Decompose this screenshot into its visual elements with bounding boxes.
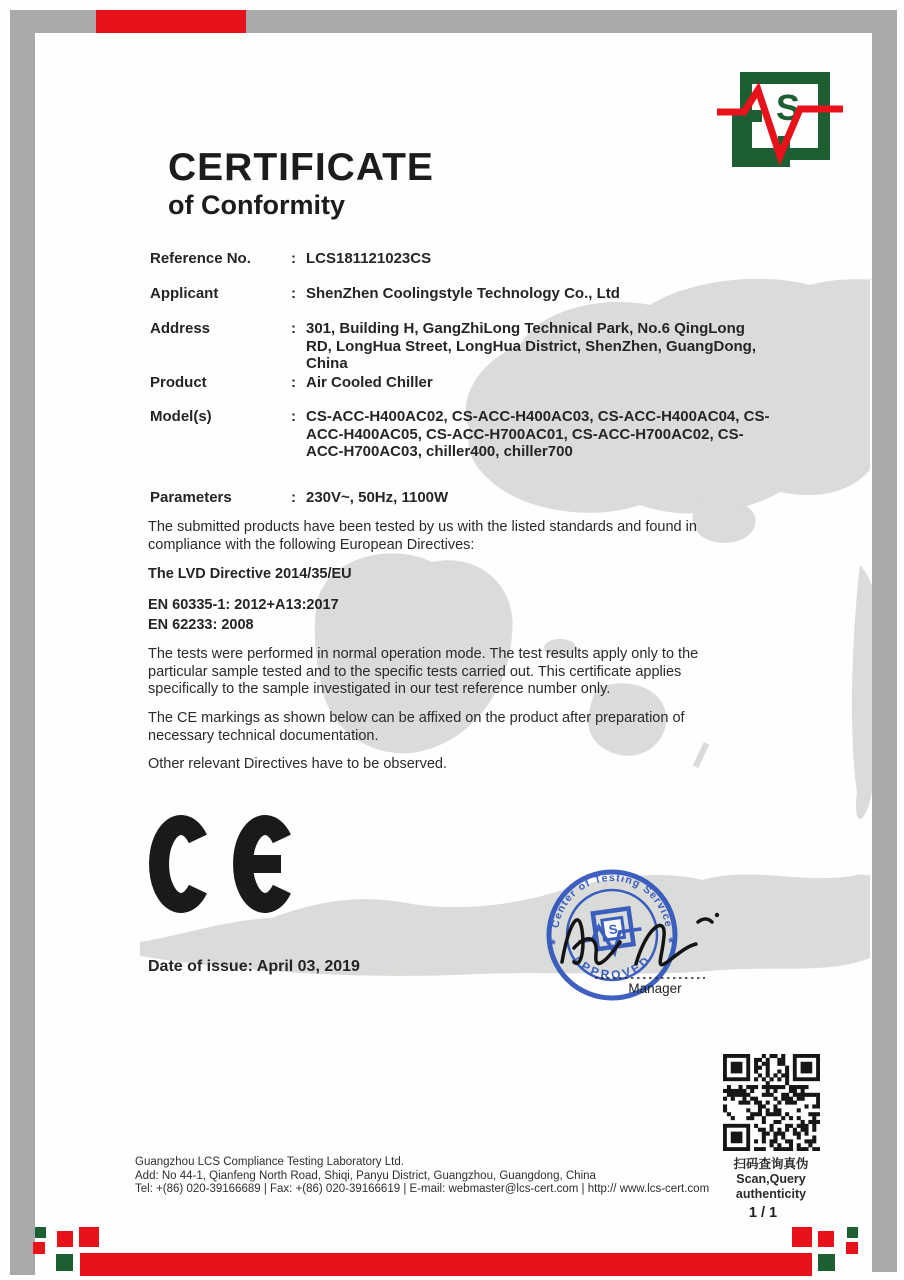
field-colon: : xyxy=(291,489,296,506)
certificate-subtitle: of Conformity xyxy=(168,190,345,220)
corner-square xyxy=(818,1254,835,1271)
stamp-center-letter: S xyxy=(607,921,619,938)
manager-signature xyxy=(540,880,740,1005)
field-label: Address xyxy=(150,320,211,337)
corner-square xyxy=(33,1242,45,1254)
page-indicator: 1 / 1 xyxy=(748,1205,778,1221)
lvd-directive-line: The LVD Directive 2014/35/EU xyxy=(148,566,352,582)
tests-note-paragraph: The tests were performed in normal operation mode. The test results apply only to the particular sample tested and to the specific tests carried out. This certificate applies specifically to the sample investigated in our test reference number only. xyxy=(148,646,699,697)
frame-right xyxy=(872,10,897,1272)
field-value: 301, Building H, GangZhiLong Technical Park, No.6 QingLong RD, LongHua Street, LongHua District, ShenZhen, GuangDong, China xyxy=(306,320,756,372)
frame-top-red-segment xyxy=(96,10,246,33)
field-colon: : xyxy=(291,374,296,391)
standard-line: EN 60335-1: 2012+A13:2017 xyxy=(148,597,339,613)
issuer-footer xyxy=(135,1156,715,1197)
date-of-issue: Date of issue: April 03, 2019 xyxy=(148,958,360,975)
field-colon: : xyxy=(291,408,296,425)
field-colon: : xyxy=(291,320,296,337)
ce-mark xyxy=(146,813,298,915)
field-label: Parameters xyxy=(150,489,232,506)
standard-line: EN 62233: 2008 xyxy=(148,616,254,633)
field-label: Reference No. xyxy=(150,250,251,267)
standards-list xyxy=(148,596,740,635)
corner-square xyxy=(792,1227,812,1247)
intro-paragraph: The submitted products have been tested by us with the listed standards and found in compliance with the following European Directives: xyxy=(148,519,697,553)
frame-left xyxy=(10,10,35,1275)
field-colon: : xyxy=(291,285,296,302)
ce-note-paragraph: The CE markings as shown below can be affixed on the product after preparation of necessary technical documentation. xyxy=(148,710,685,744)
stamp-star-left: * xyxy=(550,936,556,952)
issuer-company: Guangzhou LCS Compliance Testing Laboratory Ltd. xyxy=(135,1156,404,1168)
field-value: LCS181121023CS xyxy=(306,250,432,267)
qr-caption-zh: 扫码查询真伪 xyxy=(733,1157,809,1171)
corner-square xyxy=(35,1227,46,1238)
corner-square xyxy=(847,1227,858,1238)
stamp-star-right: * xyxy=(668,934,674,950)
field-colon: : xyxy=(291,250,296,267)
issuer-contacts: Tel: +(86) 020-39166689 | Fax: +(86) 020-39166619 | E-mail: webmaster@lcs-cert.com | http:// www.lcs-cert.com xyxy=(135,1183,710,1195)
issuer-address: Add: No 44-1, Qianfeng North Road, Shiqi, Panyu District, Guangzhou, Guangdong, China xyxy=(135,1169,596,1182)
field-label: Model(s) xyxy=(150,408,212,425)
stamp-ring-text-top: Center of Testing Service xyxy=(549,871,675,929)
field-value: Air Cooled Chiller xyxy=(306,374,433,391)
corner-square xyxy=(56,1254,73,1271)
corner-square xyxy=(818,1231,834,1247)
corner-square xyxy=(57,1231,73,1247)
corner-square xyxy=(79,1227,99,1247)
certificate-title: CERTIFICATE xyxy=(168,146,434,189)
field-label: Applicant xyxy=(150,285,219,302)
signer-title: Manager xyxy=(628,981,682,996)
lcs-logo-letter: S xyxy=(775,87,801,128)
field-value: ShenZhen Coolingstyle Technology Co., Ltd xyxy=(306,285,620,302)
stamp-ring-text-bottom: APPROVED xyxy=(569,952,655,983)
field-value: 230V~, 50Hz, 1100W xyxy=(306,489,449,506)
lcs-logo xyxy=(705,60,850,170)
qr-code xyxy=(723,1054,820,1151)
qr-block xyxy=(705,1054,837,1221)
field-value: CS-ACC-H400AC02, CS-ACC-H400AC03, CS-ACC-H400AC04, CS-ACC-H400AC05, CS-ACC-H700AC01, CS-ACC-H700AC02, CS-ACC-H700AC03, chiller400, chiller700 xyxy=(306,408,770,460)
frame-bottom-red-bar xyxy=(80,1253,812,1276)
qr-caption-en: Scan,Query authenticity xyxy=(735,1172,807,1201)
field-label: Product xyxy=(150,374,207,391)
corner-square xyxy=(846,1242,858,1254)
other-directives-paragraph: Other relevant Directives have to be observed. xyxy=(148,756,448,772)
